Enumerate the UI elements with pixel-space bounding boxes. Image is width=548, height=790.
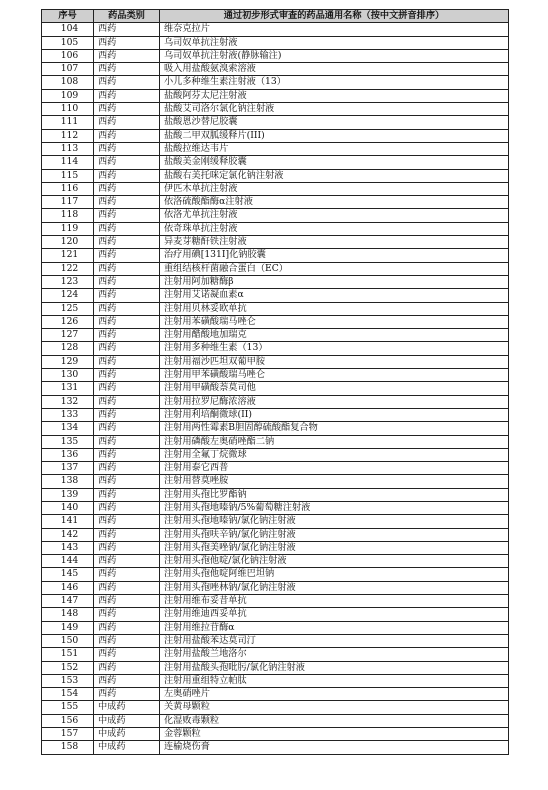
cell-drug-category: 西药	[94, 275, 160, 288]
table-row	[42, 302, 509, 315]
cell-drug-name: 注射用艾诺凝血素α	[160, 289, 509, 302]
cell-serial-number: 130	[42, 369, 94, 382]
cell-drug-name: 注射用阿加糖酶β	[160, 275, 509, 288]
table-row	[42, 129, 509, 142]
table-row	[42, 342, 509, 355]
cell-drug-category: 西药	[94, 541, 160, 554]
cell-drug-category: 西药	[94, 142, 160, 155]
cell-drug-name: 依洛尤单抗注射液	[160, 209, 509, 222]
cell-drug-name: 注射用磷酸左奥硝唑酯二钠	[160, 435, 509, 448]
cell-drug-category: 西药	[94, 395, 160, 408]
table-row	[42, 249, 509, 262]
cell-drug-name: 乌司奴单抗注射液(静脉输注)	[160, 49, 509, 62]
cell-drug-name: 注射用利培酮微球(II)	[160, 408, 509, 421]
table-row	[42, 422, 509, 435]
cell-drug-name: 依奇珠单抗注射液	[160, 222, 509, 235]
cell-drug-name: 注射用头孢唑林钠/氯化钠注射液	[160, 581, 509, 594]
cell-serial-number: 152	[42, 661, 94, 674]
cell-drug-category: 中成药	[94, 741, 160, 754]
table-row	[42, 555, 509, 568]
table-row	[42, 329, 509, 342]
cell-serial-number: 123	[42, 275, 94, 288]
cell-drug-category: 西药	[94, 674, 160, 687]
table-row	[42, 222, 509, 235]
cell-drug-name: 化湿败毒颗粒	[160, 714, 509, 727]
cell-serial-number: 140	[42, 501, 94, 514]
cell-serial-number: 112	[42, 129, 94, 142]
cell-drug-name: 注射用福沙匹坦双葡甲胺	[160, 355, 509, 368]
table-row	[42, 541, 509, 554]
cell-serial-number: 125	[42, 302, 94, 315]
cell-drug-category: 西药	[94, 648, 160, 661]
table-row	[42, 435, 509, 448]
cell-serial-number: 137	[42, 462, 94, 475]
cell-drug-name: 注射用盐酸头孢吡肟/氯化钠注射液	[160, 661, 509, 674]
cell-drug-name: 小儿多种维生素注射液（13）	[160, 76, 509, 89]
table-row	[42, 262, 509, 275]
cell-drug-category: 西药	[94, 209, 160, 222]
cell-drug-category: 西药	[94, 63, 160, 76]
cell-drug-name: 注射用盐酸苯达莫司汀	[160, 634, 509, 647]
table-row	[42, 169, 509, 182]
cell-drug-category: 西药	[94, 182, 160, 195]
cell-drug-name: 盐酸美金刚缓释胶囊	[160, 156, 509, 169]
cell-serial-number: 157	[42, 728, 94, 741]
cell-serial-number: 118	[42, 209, 94, 222]
cell-drug-category: 西药	[94, 49, 160, 62]
cell-drug-name: 注射用头孢他啶/氯化钠注射液	[160, 555, 509, 568]
cell-serial-number: 156	[42, 714, 94, 727]
cell-drug-category: 中成药	[94, 714, 160, 727]
cell-drug-category: 西药	[94, 76, 160, 89]
table-row	[42, 156, 509, 169]
cell-drug-name: 维奈克拉片	[160, 23, 509, 36]
cell-serial-number: 144	[42, 555, 94, 568]
cell-drug-category: 西药	[94, 408, 160, 421]
table-row	[42, 289, 509, 302]
table-row	[42, 182, 509, 195]
table-row	[42, 634, 509, 647]
table-row	[42, 382, 509, 395]
cell-drug-name: 盐酸二甲双胍缓释片(III)	[160, 129, 509, 142]
cell-drug-category: 西药	[94, 608, 160, 621]
table-row	[42, 116, 509, 129]
cell-serial-number: 115	[42, 169, 94, 182]
cell-drug-category: 西药	[94, 661, 160, 674]
cell-serial-number: 128	[42, 342, 94, 355]
cell-drug-name: 注射用维迪西妥单抗	[160, 608, 509, 621]
cell-serial-number: 155	[42, 701, 94, 714]
cell-drug-category: 西药	[94, 196, 160, 209]
cell-drug-name: 治疗用碘[131I]化钠胶囊	[160, 249, 509, 262]
cell-drug-category: 西药	[94, 568, 160, 581]
cell-drug-category: 西药	[94, 342, 160, 355]
cell-drug-category: 西药	[94, 329, 160, 342]
cell-drug-name: 注射用头孢美唑钠/氯化钠注射液	[160, 541, 509, 554]
cell-drug-name: 盐酸拉维达韦片	[160, 142, 509, 155]
table-row	[42, 608, 509, 621]
table-row	[42, 395, 509, 408]
cell-drug-category: 西药	[94, 355, 160, 368]
table-row	[42, 448, 509, 461]
table-row	[42, 89, 509, 102]
table-row	[42, 103, 509, 116]
cell-drug-name: 注射用盐酸兰地洛尔	[160, 648, 509, 661]
cell-serial-number: 127	[42, 329, 94, 342]
cell-drug-name: 注射用替莫唑胺	[160, 475, 509, 488]
cell-serial-number: 138	[42, 475, 94, 488]
cell-serial-number: 141	[42, 515, 94, 528]
cell-drug-name: 关黄母颗粒	[160, 701, 509, 714]
cell-drug-name: 金蓉颗粒	[160, 728, 509, 741]
table-row	[42, 501, 509, 514]
header-drug-category: 药品类别	[94, 10, 160, 23]
cell-serial-number: 104	[42, 23, 94, 36]
cell-serial-number: 119	[42, 222, 94, 235]
header-serial-number: 序号	[42, 10, 94, 23]
cell-drug-category: 西药	[94, 236, 160, 249]
cell-drug-category: 西药	[94, 262, 160, 275]
cell-serial-number: 143	[42, 541, 94, 554]
cell-drug-category: 西药	[94, 501, 160, 514]
table-row	[42, 196, 509, 209]
table-row	[42, 701, 509, 714]
cell-serial-number: 116	[42, 182, 94, 195]
cell-drug-name: 依洛硫酸酯酶α注射液	[160, 196, 509, 209]
cell-serial-number: 154	[42, 688, 94, 701]
cell-drug-category: 西药	[94, 634, 160, 647]
cell-serial-number: 110	[42, 103, 94, 116]
cell-drug-name: 注射用头孢地嗪钠/氯化钠注射液	[160, 515, 509, 528]
cell-serial-number: 146	[42, 581, 94, 594]
table-row	[42, 462, 509, 475]
cell-serial-number: 117	[42, 196, 94, 209]
table-row	[42, 63, 509, 76]
table-row	[42, 528, 509, 541]
drug-list-table	[41, 9, 509, 755]
cell-drug-category: 西药	[94, 621, 160, 634]
cell-serial-number: 147	[42, 595, 94, 608]
cell-drug-name: 注射用维拉苷酶α	[160, 621, 509, 634]
table-row	[42, 23, 509, 36]
cell-drug-name: 注射用苯磺酸瑞马唑仑	[160, 315, 509, 328]
cell-drug-name: 盐酸阿芬太尼注射液	[160, 89, 509, 102]
cell-drug-category: 西药	[94, 222, 160, 235]
cell-drug-name: 注射用头孢比罗酯钠	[160, 488, 509, 501]
cell-serial-number: 142	[42, 528, 94, 541]
table-row	[42, 236, 509, 249]
table-row	[42, 142, 509, 155]
table-row	[42, 76, 509, 89]
cell-drug-name: 注射用两性霉素B胆固醇硫酸酯复合物	[160, 422, 509, 435]
table-row	[42, 648, 509, 661]
table-row	[42, 661, 509, 674]
cell-drug-category: 西药	[94, 36, 160, 49]
cell-serial-number: 109	[42, 89, 94, 102]
cell-drug-name: 盐酸右美托咪定氯化钠注射液	[160, 169, 509, 182]
cell-drug-category: 西药	[94, 462, 160, 475]
cell-drug-category: 西药	[94, 302, 160, 315]
table-row	[42, 475, 509, 488]
cell-serial-number: 131	[42, 382, 94, 395]
cell-serial-number: 153	[42, 674, 94, 687]
cell-drug-category: 西药	[94, 382, 160, 395]
cell-serial-number: 150	[42, 634, 94, 647]
table-row	[42, 408, 509, 421]
cell-drug-category: 西药	[94, 89, 160, 102]
table-body	[42, 23, 509, 754]
cell-serial-number: 132	[42, 395, 94, 408]
cell-drug-name: 注射用贝林妥欧单抗	[160, 302, 509, 315]
table-row	[42, 728, 509, 741]
cell-drug-category: 西药	[94, 116, 160, 129]
cell-drug-category: 中成药	[94, 728, 160, 741]
cell-drug-name: 注射用全氟丁烷微球	[160, 448, 509, 461]
cell-serial-number: 145	[42, 568, 94, 581]
cell-drug-name: 连榆烧伤膏	[160, 741, 509, 754]
cell-drug-name: 注射用甲苯磺酸瑞马唑仑	[160, 369, 509, 382]
table-row	[42, 674, 509, 687]
cell-serial-number: 107	[42, 63, 94, 76]
table-row	[42, 36, 509, 49]
cell-drug-category: 西药	[94, 169, 160, 182]
table-row	[42, 581, 509, 594]
cell-drug-name: 注射用多种维生素（13）	[160, 342, 509, 355]
cell-drug-name: 异麦芽糖酐铁注射液	[160, 236, 509, 249]
table-row	[42, 49, 509, 62]
cell-drug-name: 重组结核杆菌融合蛋白（EC）	[160, 262, 509, 275]
cell-serial-number: 151	[42, 648, 94, 661]
table-row	[42, 688, 509, 701]
cell-serial-number: 158	[42, 741, 94, 754]
cell-drug-category: 中成药	[94, 701, 160, 714]
table-row	[42, 315, 509, 328]
cell-drug-name: 盐酸艾司洛尔氯化钠注射液	[160, 103, 509, 116]
cell-drug-category: 西药	[94, 103, 160, 116]
cell-drug-name: 注射用头孢地嗪钠/5%葡萄糖注射液	[160, 501, 509, 514]
cell-serial-number: 148	[42, 608, 94, 621]
table-row	[42, 621, 509, 634]
cell-drug-name: 注射用重组特立帕肽	[160, 674, 509, 687]
cell-drug-name: 乌司奴单抗注射液	[160, 36, 509, 49]
cell-drug-category: 西药	[94, 595, 160, 608]
cell-drug-category: 西药	[94, 289, 160, 302]
cell-serial-number: 121	[42, 249, 94, 262]
table-header-row	[42, 10, 509, 23]
cell-drug-name: 注射用头孢呋辛钠/氯化钠注射液	[160, 528, 509, 541]
cell-serial-number: 124	[42, 289, 94, 302]
cell-serial-number: 133	[42, 408, 94, 421]
cell-drug-name: 盐酸恩沙替尼胶囊	[160, 116, 509, 129]
cell-serial-number: 120	[42, 236, 94, 249]
cell-drug-category: 西药	[94, 23, 160, 36]
cell-drug-category: 西药	[94, 488, 160, 501]
cell-serial-number: 126	[42, 315, 94, 328]
cell-drug-category: 西药	[94, 688, 160, 701]
cell-drug-category: 西药	[94, 422, 160, 435]
cell-drug-name: 注射用拉罗尼酶浓溶液	[160, 395, 509, 408]
cell-serial-number: 134	[42, 422, 94, 435]
table-row	[42, 275, 509, 288]
cell-serial-number: 136	[42, 448, 94, 461]
cell-drug-name: 注射用头孢他啶阿维巴坦钠	[160, 568, 509, 581]
table-row	[42, 595, 509, 608]
cell-drug-category: 西药	[94, 156, 160, 169]
cell-drug-name: 注射用甲磺酸萘莫司他	[160, 382, 509, 395]
cell-serial-number: 122	[42, 262, 94, 275]
cell-drug-category: 西药	[94, 448, 160, 461]
cell-serial-number: 129	[42, 355, 94, 368]
cell-drug-category: 西药	[94, 528, 160, 541]
cell-drug-category: 西药	[94, 475, 160, 488]
cell-drug-category: 西药	[94, 515, 160, 528]
table-row	[42, 369, 509, 382]
cell-serial-number: 108	[42, 76, 94, 89]
cell-serial-number: 113	[42, 142, 94, 155]
cell-serial-number: 149	[42, 621, 94, 634]
table-row	[42, 568, 509, 581]
cell-serial-number: 135	[42, 435, 94, 448]
header-drug-generic-name: 通过初步形式审查的药品通用名称（按中文拼音排序）	[160, 10, 509, 23]
cell-drug-category: 西药	[94, 435, 160, 448]
cell-drug-category: 西药	[94, 129, 160, 142]
table-row	[42, 741, 509, 754]
cell-drug-category: 西药	[94, 581, 160, 594]
cell-serial-number: 114	[42, 156, 94, 169]
cell-serial-number: 105	[42, 36, 94, 49]
cell-serial-number: 139	[42, 488, 94, 501]
cell-drug-name: 伊匹木单抗注射液	[160, 182, 509, 195]
table-row	[42, 488, 509, 501]
table-row	[42, 355, 509, 368]
cell-drug-name: 吸入用盐酸氨溴索溶液	[160, 63, 509, 76]
cell-drug-name: 注射用维布妥昔单抗	[160, 595, 509, 608]
cell-drug-category: 西药	[94, 555, 160, 568]
cell-serial-number: 111	[42, 116, 94, 129]
cell-drug-name: 注射用醋酸地加瑞克	[160, 329, 509, 342]
table-row	[42, 714, 509, 727]
cell-drug-category: 西药	[94, 315, 160, 328]
cell-drug-name: 左奥硝唑片	[160, 688, 509, 701]
cell-drug-name: 注射用泰它西普	[160, 462, 509, 475]
cell-drug-category: 西药	[94, 249, 160, 262]
table-row	[42, 515, 509, 528]
cell-drug-category: 西药	[94, 369, 160, 382]
cell-serial-number: 106	[42, 49, 94, 62]
table-row	[42, 209, 509, 222]
